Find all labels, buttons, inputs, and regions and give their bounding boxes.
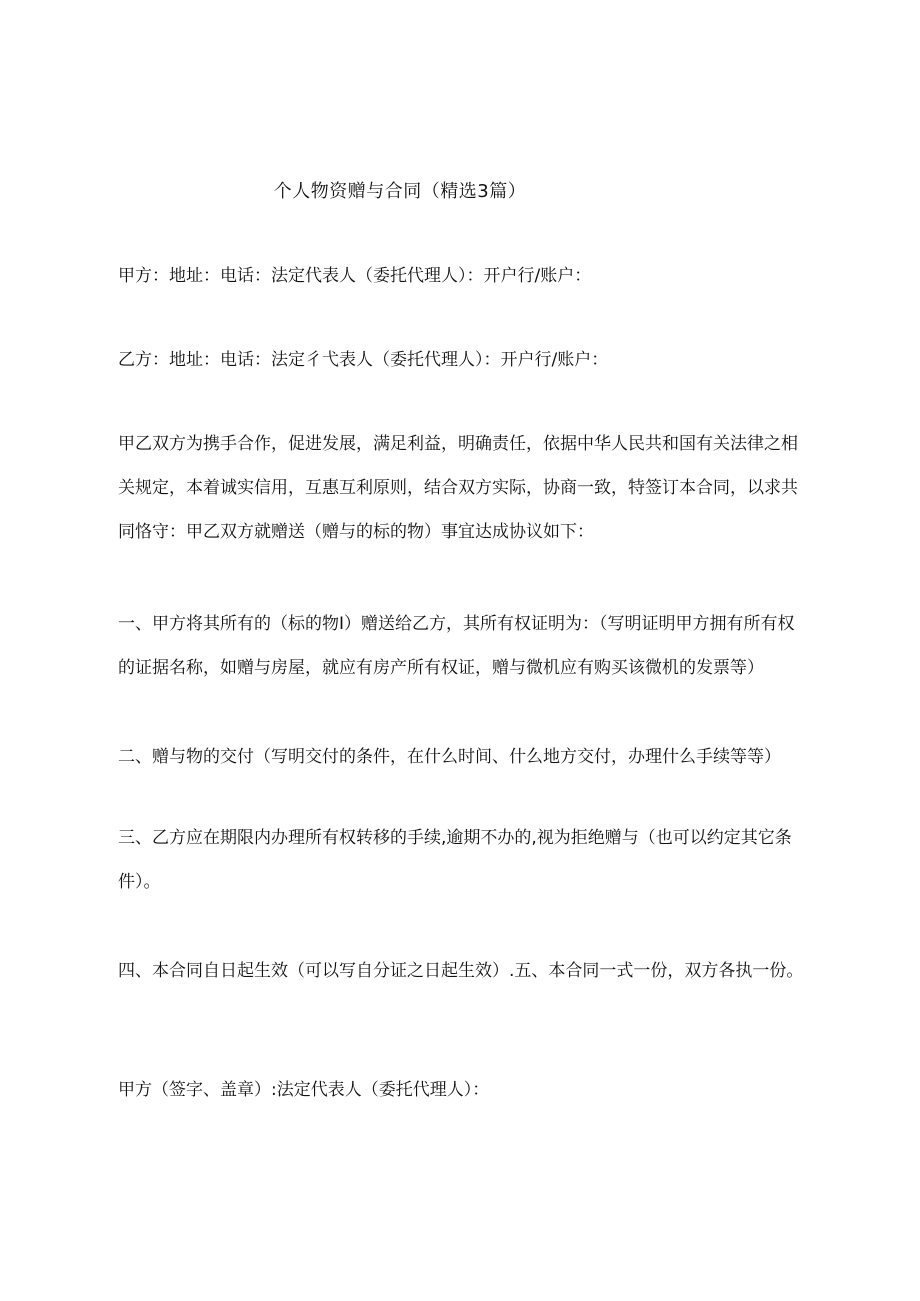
party-a-line: 甲方：地址：电话：法定代表人（委托代理人）：开户行/账户： — [118, 266, 592, 286]
party-b-line: 乙方：地址：电话：法定彳弋表人（委托代理人）：开户行/账户： — [118, 350, 609, 370]
preamble-paragraph: 甲乙双方为携手合作，促进发展，满足利益，明确责任，依据中华人民共和国有关法律之相关规定，本着诚实信用，互惠互利原则，结合双方实际，协商一致，特签订本合同，以求共同恪守：甲乙双方就赠送（赠与的标的物）事宜达成协议如下： — [118, 434, 798, 542]
clause-4-paragraph: 四、本合同自日起生效（可以写自分证之日起生效）.五、本合同一式一份，双方各执一份。 — [118, 961, 804, 981]
signature-line: 甲方（签字、盖章）:法定代表人（委托代理人）： — [118, 1080, 490, 1100]
clause-1-paragraph: 一、甲方将其所有的（标的物I）赠送给乙方，其所有权证明为：（写明证明甲方拥有所有权的证据名称，如赠与房屋，就应有房产所有权证，赠与微机应有购买该微机的发票等） — [118, 614, 795, 678]
clause-2-paragraph: 二、赠与物的交付（写明交付的条件，在什么时间、什么地方交付，办理什么手续等等） — [118, 747, 781, 767]
document-title: 个人物资赠与合同（精选3篇） — [273, 181, 527, 202]
clause-3-paragraph: 三、乙方应在期限内办理所有权转移的手续,逾期不办的,视为拒绝赠与（也可以约定其它条件）。 — [118, 828, 792, 892]
